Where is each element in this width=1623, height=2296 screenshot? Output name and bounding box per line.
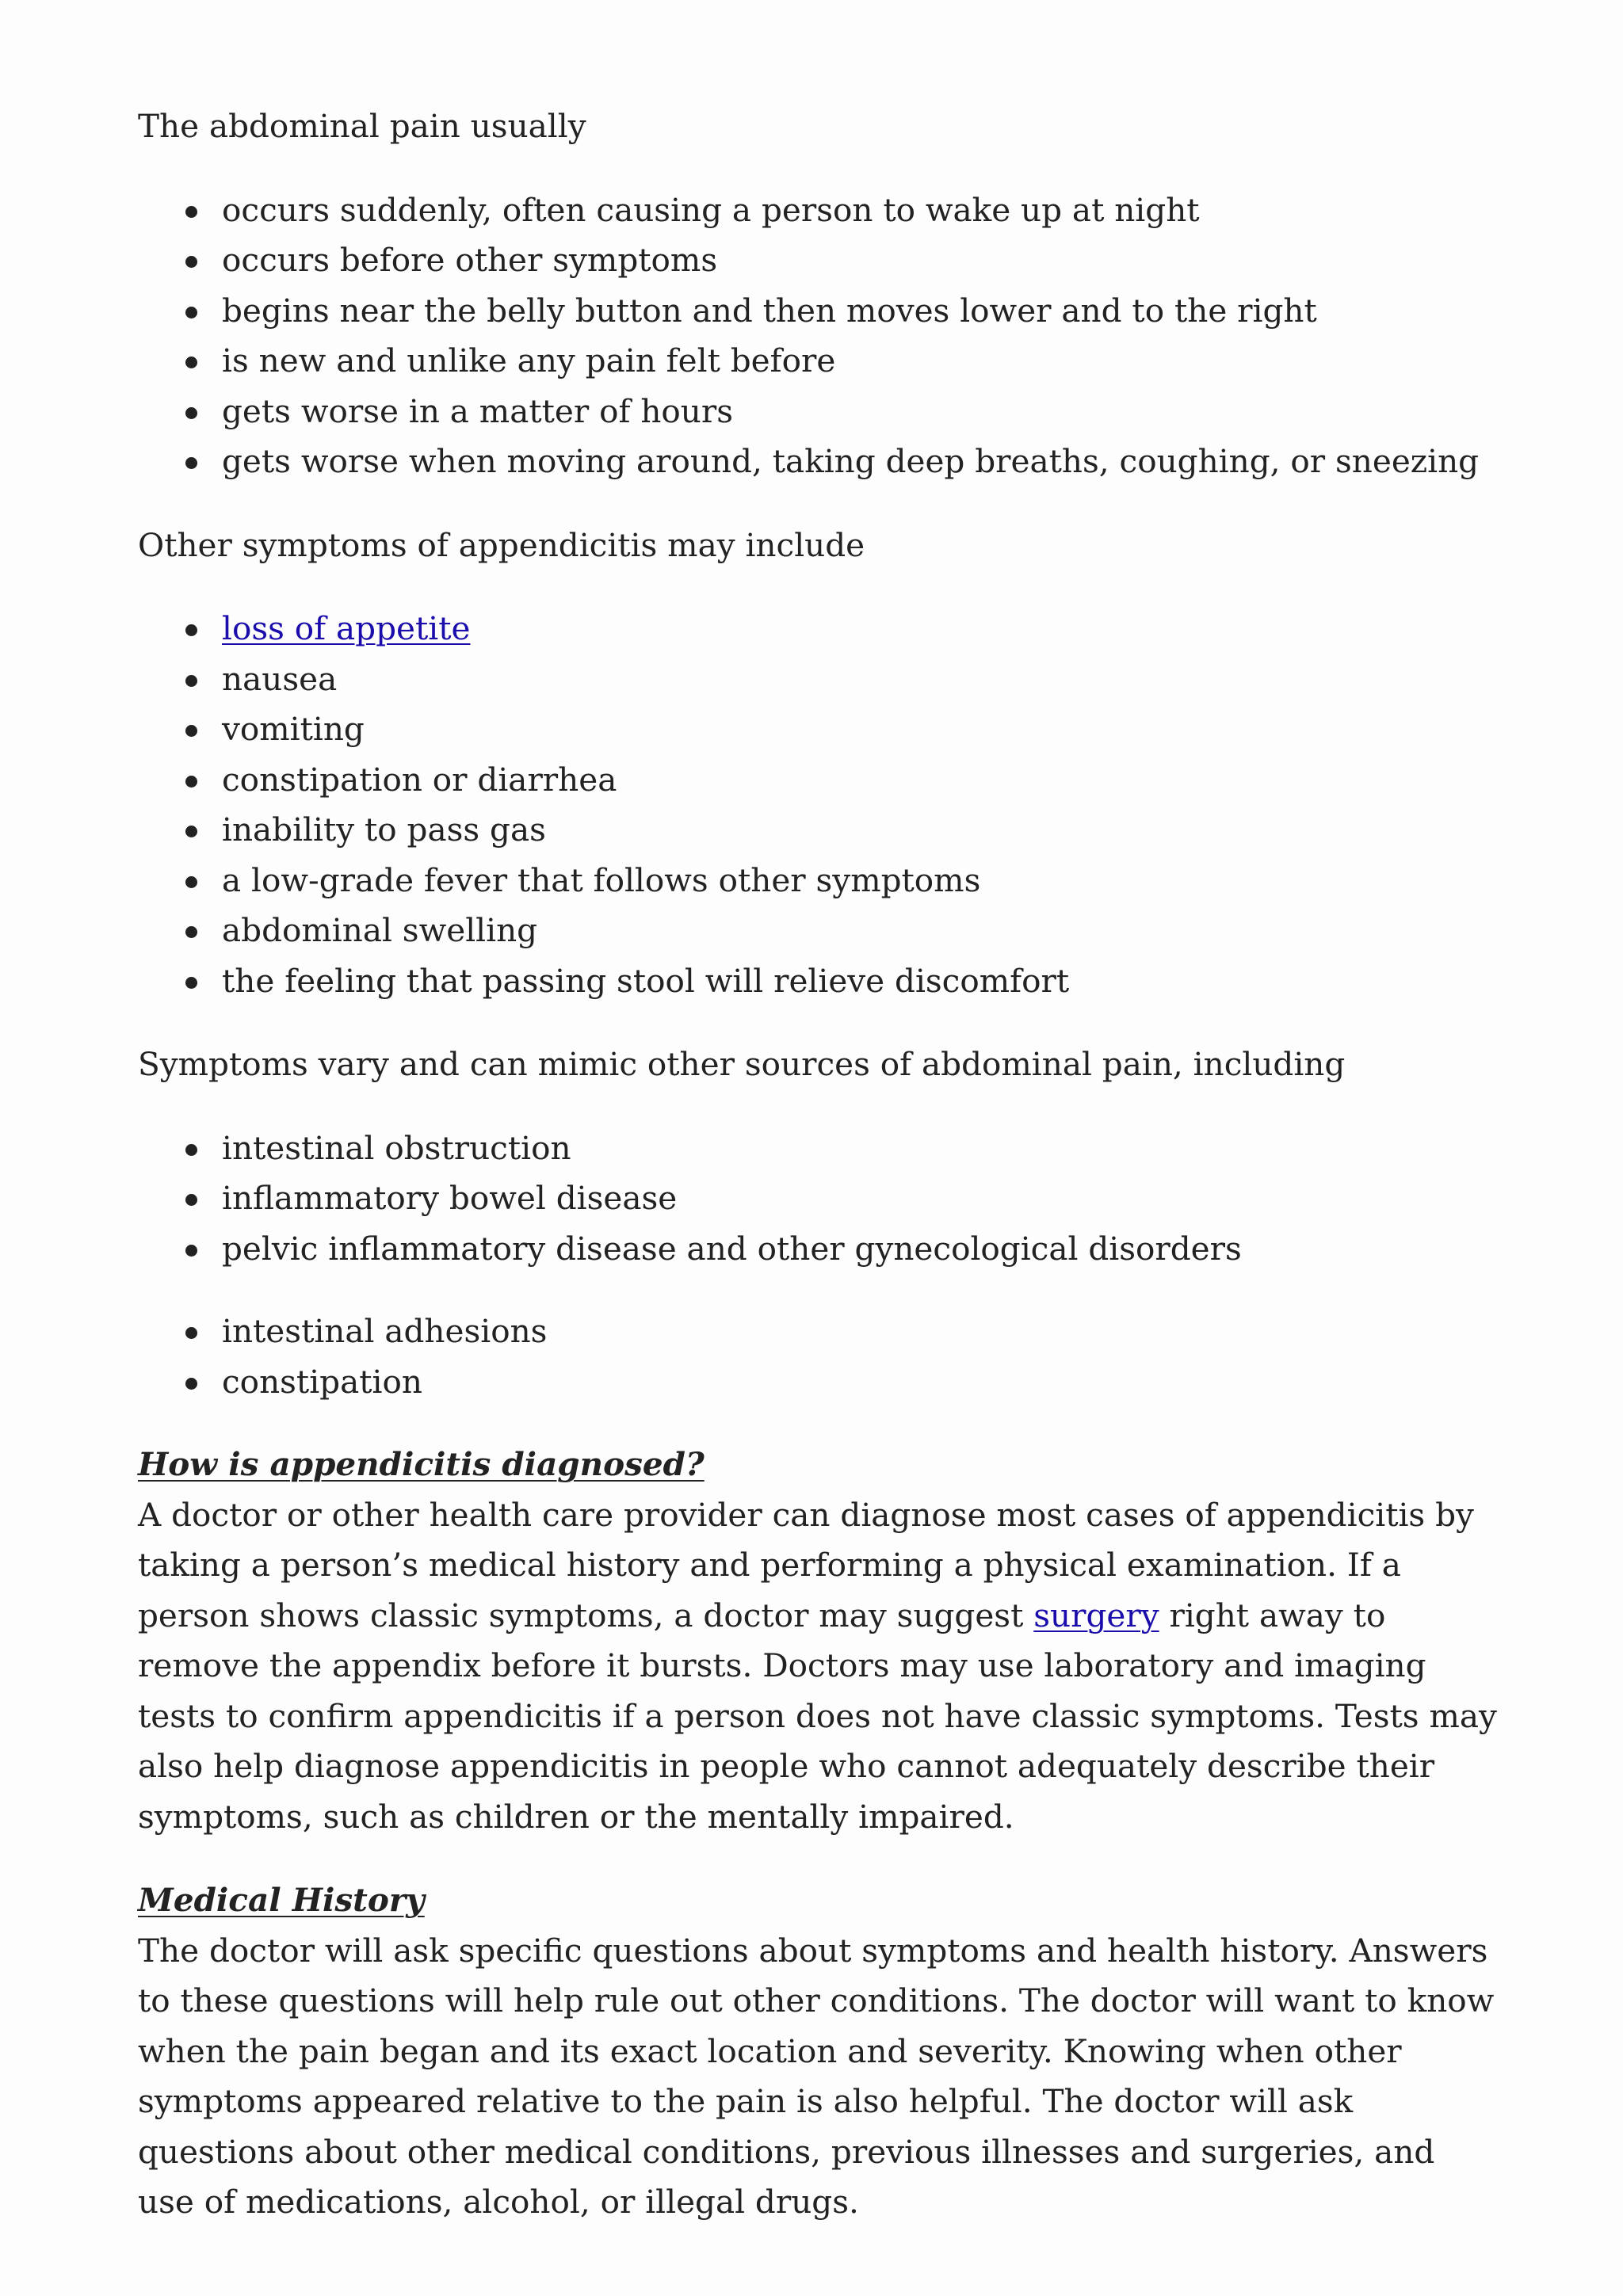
list-item: gets worse when moving around, taking deep breaths, coughing, or sneezing: [138, 437, 1501, 487]
list-item: constipation or diarrhea: [138, 755, 1501, 806]
list-item: inability to pass gas: [138, 805, 1501, 856]
diagnosis-heading: How is appendicitis diagnosed?: [138, 1445, 705, 1483]
list-item: intestinal obstruction: [138, 1123, 1501, 1174]
mimic-intro: Symptoms vary and can mimic other sources of abdominal pain, including: [138, 1045, 1346, 1083]
bullet: [185, 776, 197, 788]
bullet: [185, 1194, 197, 1206]
bullet: [185, 407, 197, 419]
bullet: [185, 457, 197, 469]
list-item: gets worse in a matter of hours: [138, 387, 1501, 437]
list-item: a low-grade fever that follows other symptoms: [138, 856, 1501, 906]
list-item: [138, 604, 1501, 654]
bullet: [185, 206, 197, 218]
bullet: [185, 826, 197, 837]
mimic-list-a: [138, 1123, 1501, 1275]
pain-list: [138, 185, 1501, 487]
list-item: occurs before other symptoms: [138, 235, 1501, 286]
diagnosis-paragraph: A doctor or other health care provider can diagnose most cases of appendicitis by taking a person’s medical history and performing a physical examination. If a person shows classic symptoms, a doctor may suggest surgery right away to remove the appendix before it bursts. Doctors may use laboratory and imaging tests to confirm appendicitis if a person does not have classic symptoms. Tests may also help diagnose appendicitis in people who cannot adequately describe their symptoms, such as children or the mentally impaired.: [138, 1495, 1497, 1836]
medical-history-paragraph: The doctor will ask specific questions about symptoms and health history. Answers to these questions will help rule out other conditions. The doctor will want to know when the pain began and its exact location and severity. Knowing when other symptoms appeared relative to the pain is also helpful. The doctor will ask questions about other medical conditions, previous illnesses and surgeries, and use of medications, alcohol, or illegal drugs.: [138, 1931, 1495, 2221]
bullet: [185, 1378, 197, 1390]
list-item: is new and unlike any pain felt before: [138, 336, 1501, 387]
bullet: [185, 675, 197, 687]
bullet: [185, 725, 197, 737]
pain-intro: The abdominal pain usually: [138, 107, 586, 145]
list-item: abdominal swelling: [138, 906, 1501, 956]
loss-of-appetite-link[interactable]: loss of appetite: [222, 609, 471, 647]
surgery-link[interactable]: surgery: [1033, 1596, 1159, 1634]
list-item: begins near the belly button and then moves lower and to the right: [138, 286, 1501, 337]
medical-history-heading: Medical History: [138, 1881, 425, 1919]
bullet: [185, 977, 197, 989]
bullet: [185, 1144, 197, 1156]
bullet: [185, 1327, 197, 1339]
list-item: inflammatory bowel disease: [138, 1173, 1501, 1224]
bullet: [185, 876, 197, 888]
bullet: [185, 256, 197, 268]
bullet: [185, 624, 197, 636]
list-item: pelvic inflammatory disease and other gynecological disorders: [138, 1224, 1501, 1275]
list-item: intestinal adhesions: [138, 1306, 1501, 1357]
mimic-list-b: [138, 1306, 1501, 1407]
bullet: [185, 926, 197, 938]
list-item: occurs suddenly, often causing a person to wake up at night: [138, 185, 1501, 236]
bullet: [185, 1245, 197, 1257]
bullet: [185, 307, 197, 318]
list-item: vomiting: [138, 704, 1501, 755]
document-page: [138, 101, 1501, 2228]
bullet: [185, 357, 197, 368]
other-symptoms-intro: Other symptoms of appendicitis may include: [138, 525, 865, 564]
list-item: the feeling that passing stool will relieve discomfort: [138, 956, 1501, 1007]
other-symptoms-list: [138, 604, 1501, 1006]
list-item: constipation: [138, 1357, 1501, 1408]
list-item: nausea: [138, 654, 1501, 705]
